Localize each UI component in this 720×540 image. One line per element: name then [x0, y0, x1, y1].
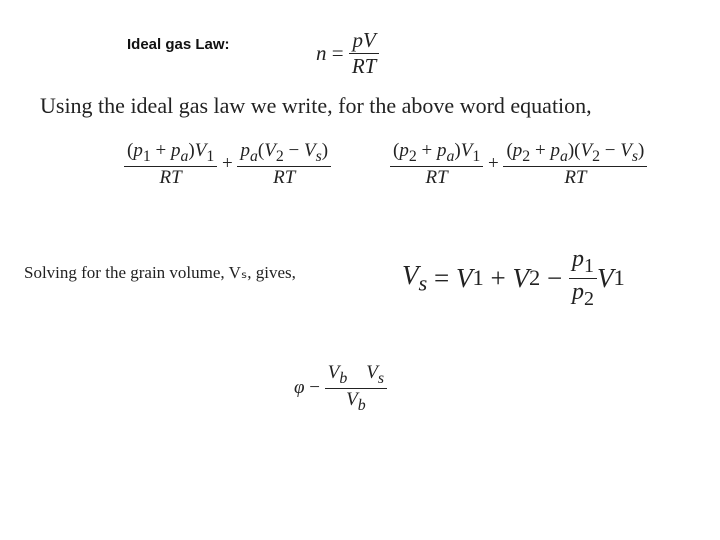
word-equation-right: $\frac{(p_2 + p_a)V_1}{RT}$ + $\frac{(p_2 + p_a)(V_2 - V_s)}{RT}$	[390, 140, 647, 189]
slide-heading: Ideal gas Law:	[127, 36, 230, 53]
word-equation-left: $\frac{(p_1 + p_a)V_1}{RT}$ + $\frac{p_a(V_2 - V_s)}{RT}$	[124, 140, 331, 189]
grain-volume-equation: $V_s$ = V 1 + V 2 − $\frac{p_1}{p_2}$ V 1	[402, 246, 625, 310]
ideal-gas-law-equation: n = $\frac{pV}{RT}$	[316, 28, 379, 79]
porosity-equation: φ − $\frac{V_b V_s}{V_b}$	[294, 362, 387, 415]
intro-sentence: Using the ideal gas law we write, for the above word equation,	[40, 93, 592, 118]
solving-sentence: Solving for the grain volume, Vₛ, gives,	[24, 263, 296, 282]
